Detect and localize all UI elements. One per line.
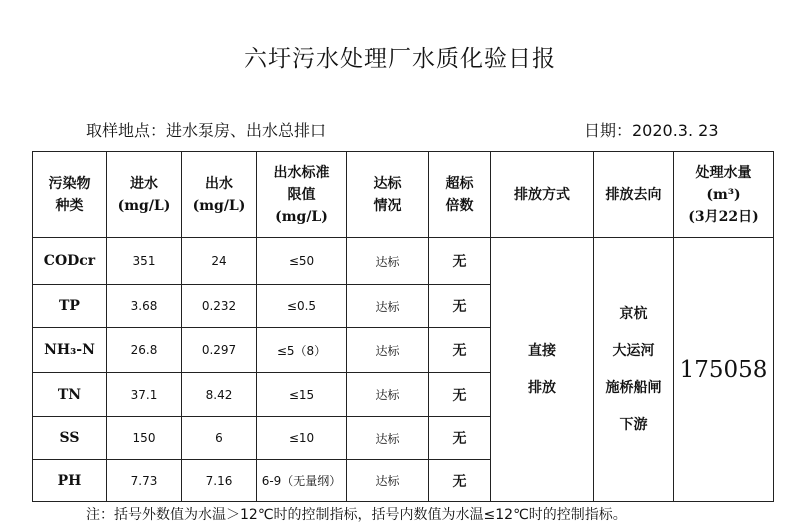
pollutant-name: SS — [33, 417, 107, 460]
inflow-value: 351 — [107, 238, 182, 285]
discharge-dest-value: 京杭 大运河 施桥船闸 下游 — [594, 238, 674, 502]
exceed-value: 无 — [429, 285, 491, 328]
header-inflow: 进水 (mg/L) — [107, 152, 182, 238]
header-status: 达标 情况 — [347, 152, 429, 238]
status-value: 达标 — [347, 460, 429, 502]
standard-limit: 6-9（无量纲） — [257, 460, 347, 502]
pollutant-name: NH₃-N — [33, 328, 107, 373]
header-standard: 出水标准 限值 (mg/L) — [257, 152, 347, 238]
header-outflow: 出水 (mg/L) — [182, 152, 257, 238]
exceed-value: 无 — [429, 238, 491, 285]
discharge-method-value: 直接 排放 — [491, 238, 594, 502]
volume-value: 175058 — [674, 238, 774, 502]
standard-limit: ≤50 — [257, 238, 347, 285]
inflow-value: 7.73 — [107, 460, 182, 502]
report-date: 日期：2020.3. 23 — [584, 121, 719, 140]
report-title: 六圩污水处理厂水质化验日报 — [244, 46, 556, 72]
footnote: 注：括号外数值为水温＞12℃时的控制指标，括号内数值为水温≤12℃时的控制指标。 — [86, 507, 627, 523]
pollutant-name: PH — [33, 460, 107, 502]
exceed-value: 无 — [429, 417, 491, 460]
outflow-value: 6 — [182, 417, 257, 460]
inflow-value: 3.68 — [107, 285, 182, 328]
sampling-location: 取样地点：进水泵房、出水总排口 — [86, 121, 327, 140]
pollutant-name: TN — [33, 373, 107, 417]
status-value: 达标 — [347, 328, 429, 373]
status-value: 达标 — [347, 285, 429, 328]
outflow-value: 8.42 — [182, 373, 257, 417]
standard-limit: ≤5（8） — [257, 328, 347, 373]
outflow-value: 0.297 — [182, 328, 257, 373]
standard-limit: ≤0.5 — [257, 285, 347, 328]
inflow-value: 26.8 — [107, 328, 182, 373]
table-header-row — [33, 152, 774, 238]
status-value: 达标 — [347, 417, 429, 460]
pollutant-name: CODcr — [33, 238, 107, 285]
exceed-value: 无 — [429, 460, 491, 502]
header-pollutant: 污染物 种类 — [33, 152, 107, 238]
water-quality-table — [32, 151, 774, 502]
pollutant-name: TP — [33, 285, 107, 328]
exceed-value: 无 — [429, 373, 491, 417]
status-value: 达标 — [347, 238, 429, 285]
status-value: 达标 — [347, 373, 429, 417]
inflow-value: 150 — [107, 417, 182, 460]
standard-limit: ≤10 — [257, 417, 347, 460]
table-row — [33, 238, 774, 285]
standard-limit: ≤15 — [257, 373, 347, 417]
exceed-value: 无 — [429, 328, 491, 373]
header-discharge-dest: 排放去向 — [594, 152, 674, 238]
outflow-value: 0.232 — [182, 285, 257, 328]
header-discharge-method: 排放方式 — [491, 152, 594, 238]
inflow-value: 37.1 — [107, 373, 182, 417]
outflow-value: 7.16 — [182, 460, 257, 502]
header-exceed: 超标 倍数 — [429, 152, 491, 238]
header-volume: 处理水量 (m³) (3月22日) — [674, 152, 774, 238]
outflow-value: 24 — [182, 238, 257, 285]
